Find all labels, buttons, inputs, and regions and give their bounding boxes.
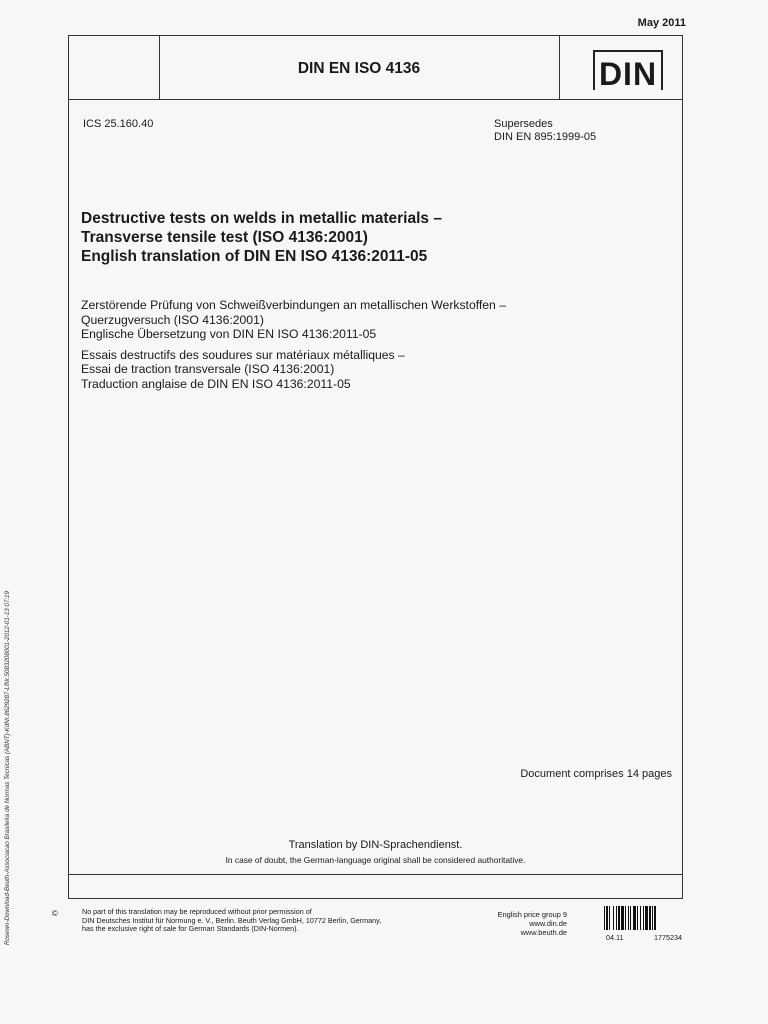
french-title-line: Essai de traction transversale (ISO 4136:2001) — [81, 362, 335, 376]
title-line: Destructive tests on welds in metallic materials – — [81, 210, 442, 227]
translation-note: Translation by DIN-Sprachendienst. — [288, 839, 463, 851]
legal-line: has the exclusive right of sale for German Standards (DIN-Normen). — [82, 924, 299, 934]
english-title — [81, 209, 442, 266]
document-number: DIN EN ISO 4136 — [297, 60, 421, 77]
title-line: English translation of DIN EN ISO 4136:2011-05 — [81, 248, 428, 265]
footer-divider — [69, 874, 682, 875]
supersedes-label: Supersedes — [494, 118, 553, 130]
header-right-divider — [559, 36, 560, 99]
german-title-line: Englische Übersetzung von DIN EN ISO 4136:2011-05 — [81, 327, 377, 341]
authority-note: In case of doubt, the German-language original shall be considered authoritative. — [225, 855, 526, 865]
cover-frame — [68, 35, 683, 899]
german-title-line: Zerstörende Prüfung von Schweißverbindungen an metallischen Werkstoffen – — [81, 298, 506, 312]
german-title-line: Querzugversuch (ISO 4136:2001) — [81, 312, 264, 327]
barcode-label — [606, 933, 682, 942]
copyright-notice — [82, 908, 381, 934]
barcode-icon — [604, 906, 682, 930]
french-title-line: Essais destructifs des soudures sur matériaux métalliques – — [81, 347, 405, 362]
din-logo: DIN — [593, 50, 663, 90]
supersedes-document: DIN EN 895:1999-05 — [494, 131, 597, 143]
price-group: English price group 9 — [497, 910, 567, 919]
din-website-link[interactable]: www.din.de — [529, 919, 567, 928]
barcode-date: 04.11 — [606, 933, 624, 942]
publication-date: May 2011 — [637, 17, 686, 29]
legal-line: No part of this translation may be reproduced without prior permission of — [82, 907, 312, 916]
header-divider — [69, 99, 682, 100]
french-title-line: Traduction anglaise de DIN EN ISO 4136:2011-05 — [81, 376, 351, 391]
barcode-number: 1775234 — [654, 933, 682, 942]
beuth-website-link[interactable]: www.beuth.de — [520, 928, 567, 937]
copyright-icon: © — [52, 909, 58, 918]
ics-code: ICS 25.160.40 — [83, 118, 154, 130]
legal-line: DIN Deutsches Institut für Normung e. V., Berlin. Beuth Verlag GmbH, 10772 Berlin, Germany, — [82, 915, 382, 925]
price-info — [482, 910, 567, 937]
title-line: Transverse tensile test (ISO 4136:2001) — [81, 229, 368, 246]
translated-titles — [81, 298, 506, 391]
supersedes-block — [494, 118, 596, 144]
download-watermark: Rosewn-Download-Beuth-Associacao Brasileira de Normas Tecnicas (ABNT)-KdNr.8629287-LfNr.5083208001-2012-01-13 07:19 — [4, 591, 11, 945]
page-count: Document comprises 14 pages — [520, 768, 672, 780]
